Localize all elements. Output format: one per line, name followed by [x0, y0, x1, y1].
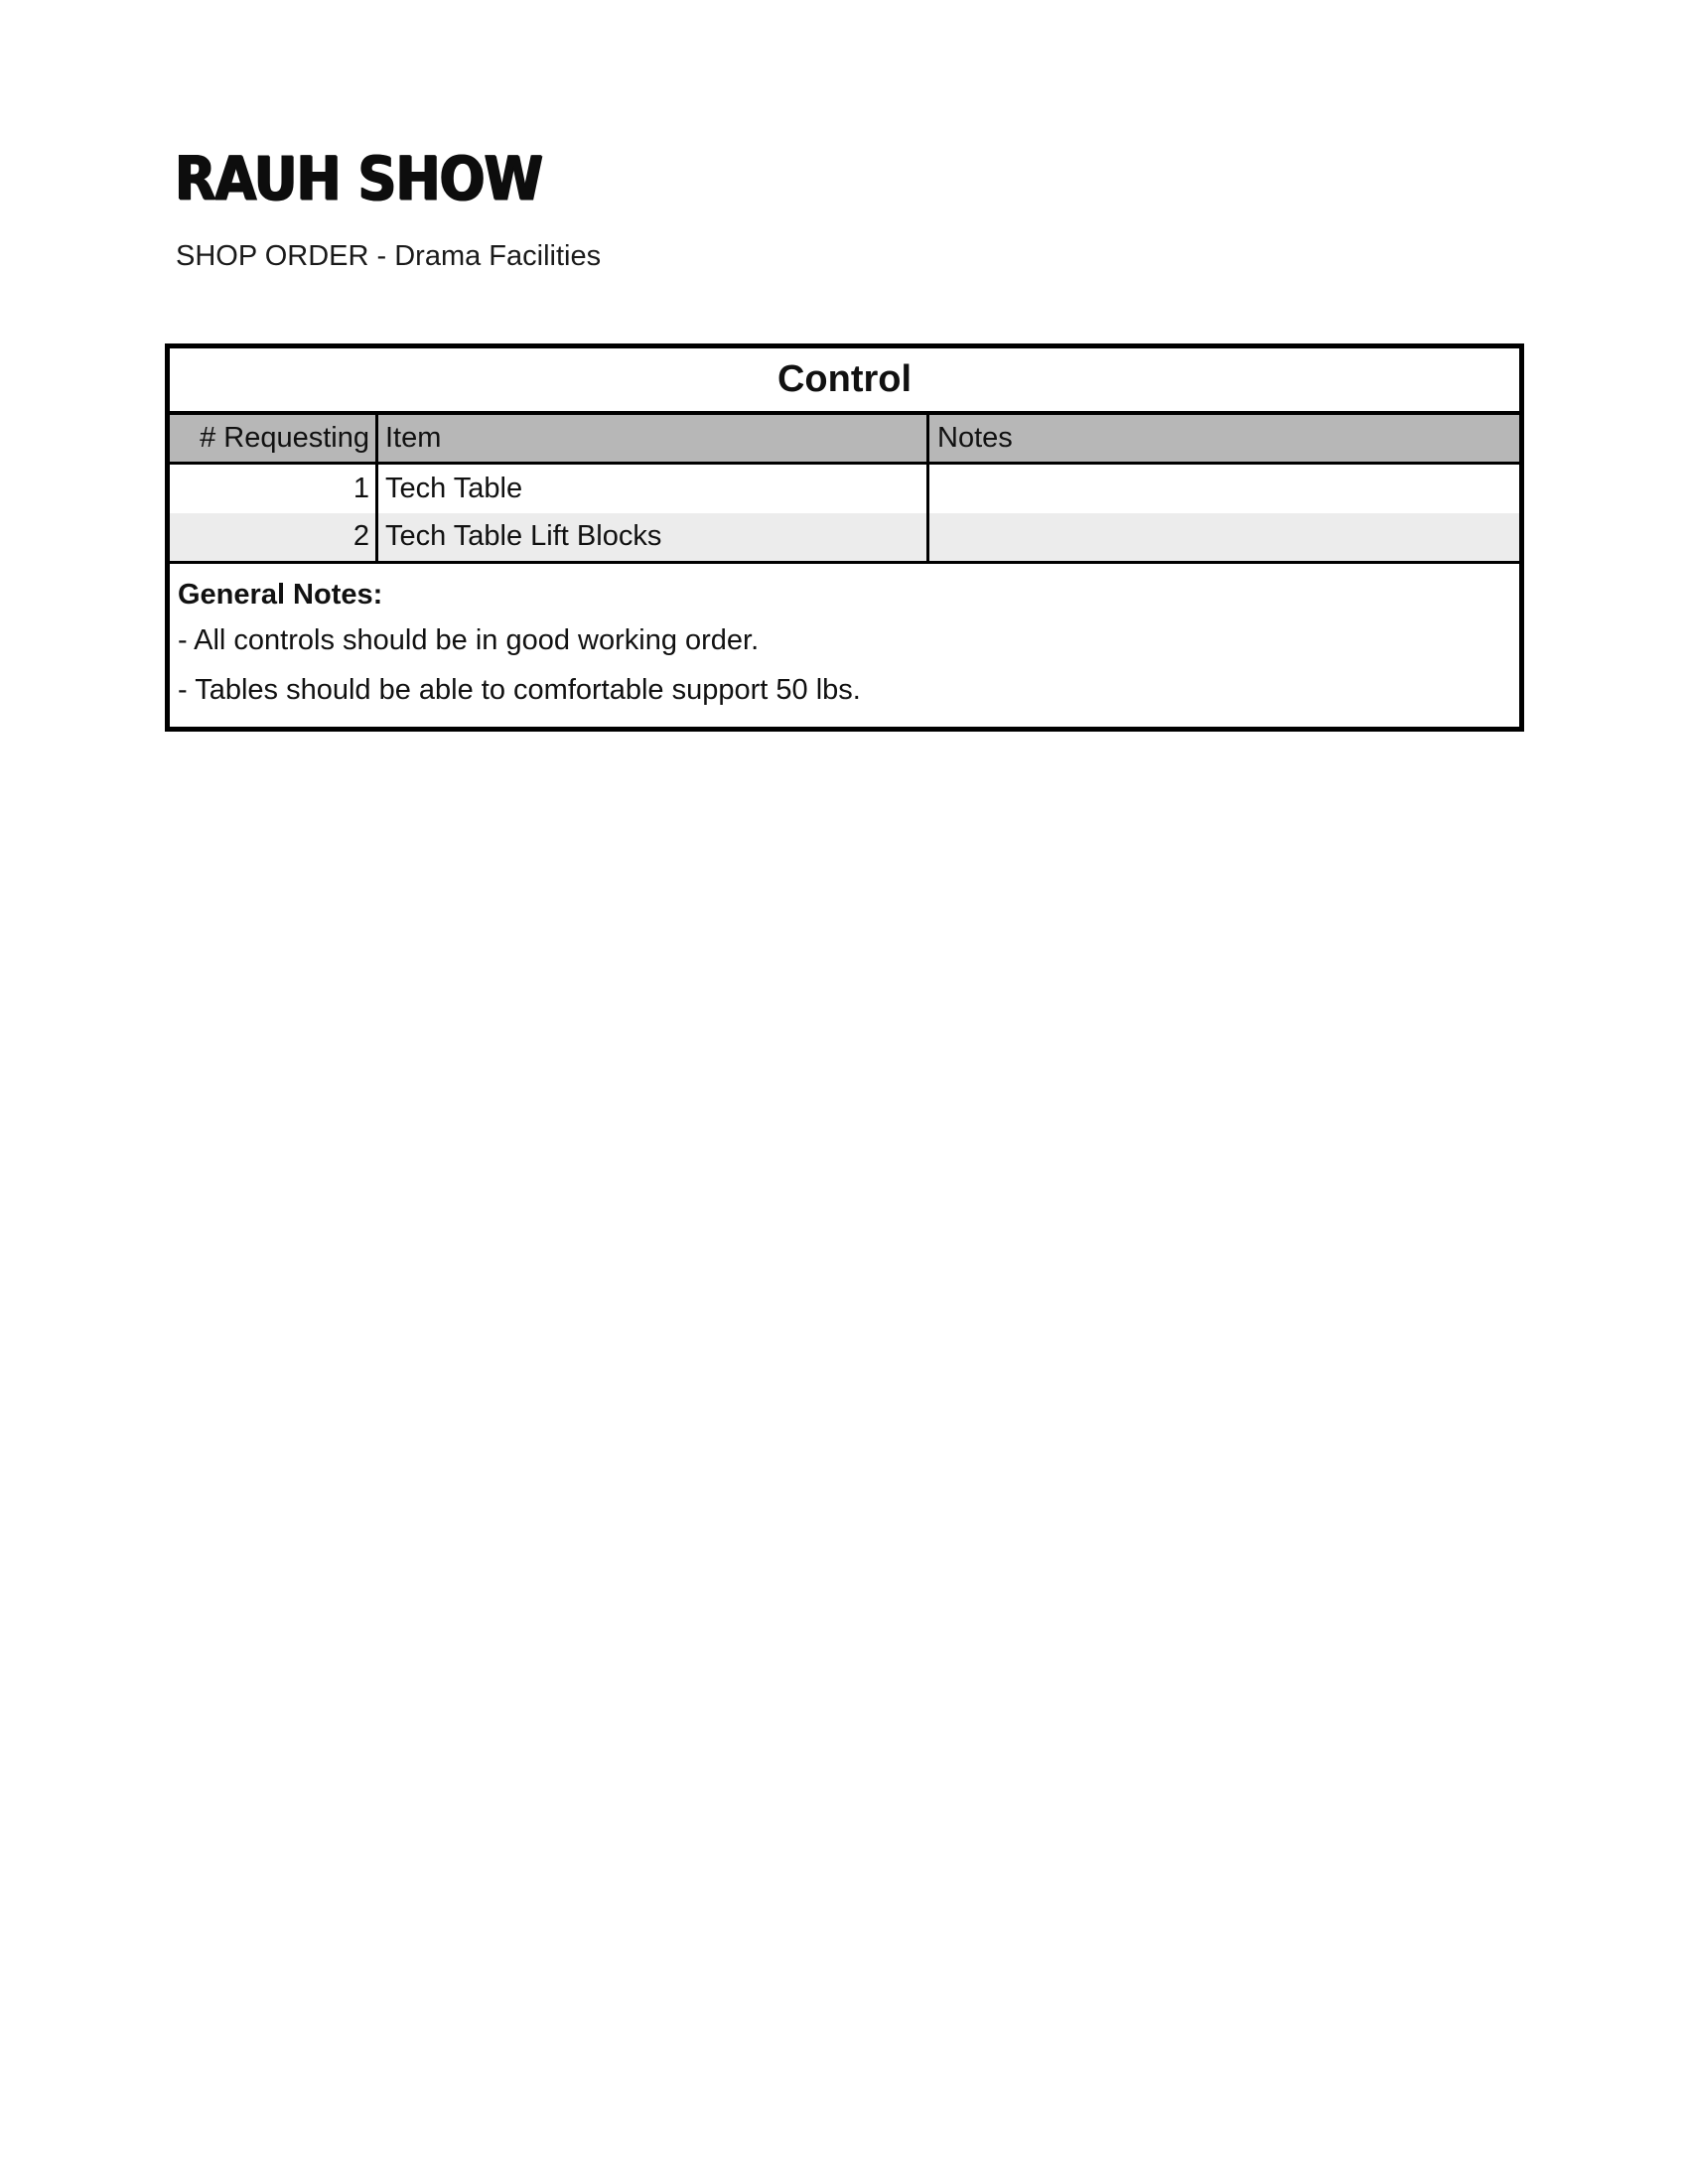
- item-notes: [928, 513, 1522, 563]
- requesting-count: 2: [168, 513, 377, 563]
- item-name: Tech Table: [377, 464, 928, 513]
- item-notes: [928, 464, 1522, 513]
- general-note-line: - Tables should be able to comfortable support 50 lbs.: [178, 674, 861, 706]
- general-notes-heading: General Notes:: [178, 579, 383, 611]
- section-title-row: [168, 346, 1522, 413]
- general-notes-row: [168, 563, 1522, 730]
- table-row: [168, 464, 1522, 513]
- table-row: [168, 513, 1522, 563]
- column-header-item: Item: [377, 413, 928, 464]
- document-subtitle: SHOP ORDER - Drama Facilities: [176, 240, 602, 272]
- general-notes: [168, 563, 1522, 730]
- item-name: Tech Table Lift Blocks: [377, 513, 928, 563]
- column-header-requesting: # Requesting: [168, 413, 377, 464]
- column-header-row: [168, 413, 1522, 464]
- column-header-notes: Notes: [928, 413, 1522, 464]
- general-note-line: - All controls should be in good working order.: [178, 624, 760, 656]
- requesting-count: 1: [168, 464, 377, 513]
- section-title: Control: [168, 346, 1522, 413]
- show-title: RAUH SHOW: [175, 143, 543, 213]
- shop-order-table: [165, 343, 1524, 732]
